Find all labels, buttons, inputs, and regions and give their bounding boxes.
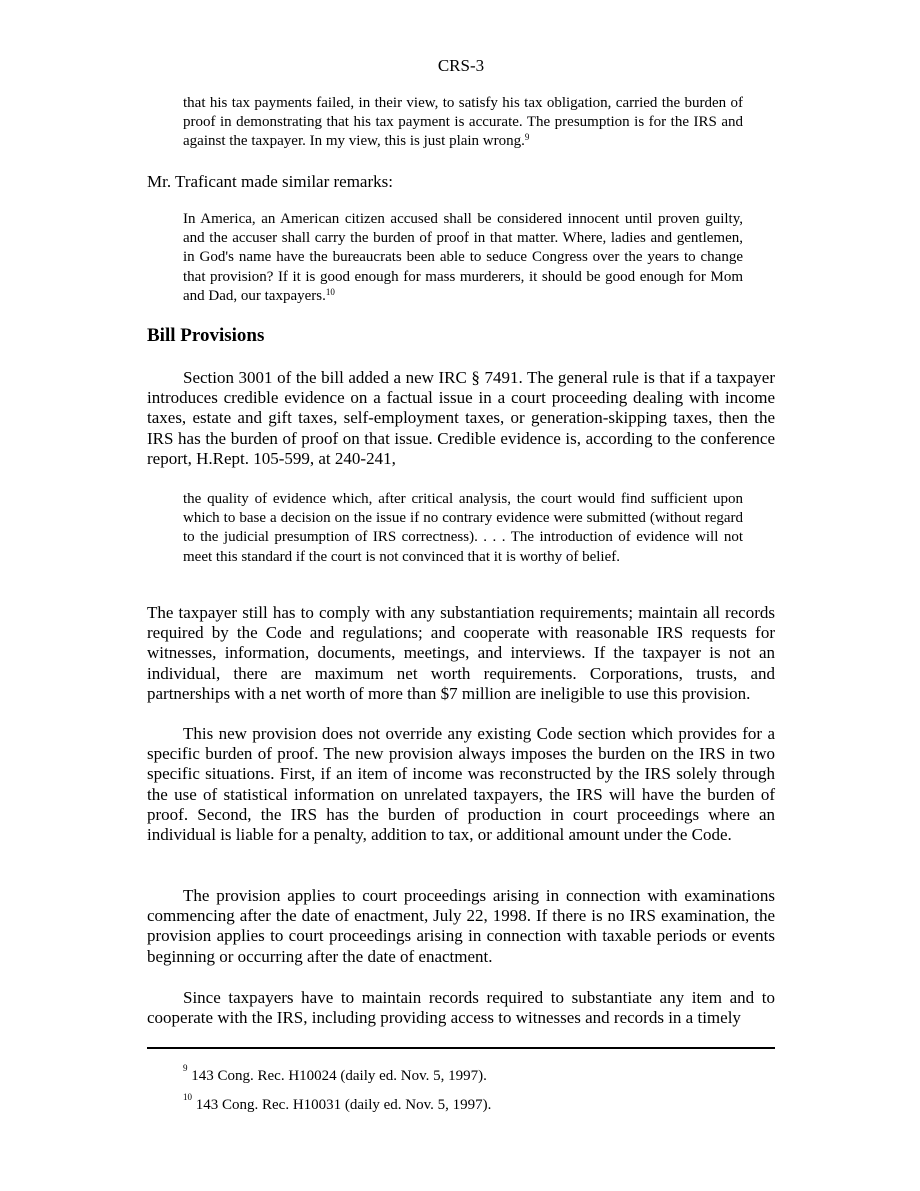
footnote-9-text: 143 Cong. Rec. H10024 (daily ed. Nov. 5, 1997).	[191, 1068, 487, 1084]
block-quote-1	[183, 94, 743, 152]
page-number-header: CRS-3	[437, 56, 485, 75]
footnote-9-number: 9	[183, 1063, 188, 1073]
footnote-9	[183, 1063, 487, 1085]
footnote-separator	[147, 1047, 775, 1049]
block-quote-2-text: In America, an American citizen accused shall be considered innocent until proven guilty, and the accuser shall carry the burden of proof in that matter. Where, ladies and gentlemen, in God's name have the bureaucrats been able to seduce Congress over the years to change that provision? If it is good enough for mass murderers, it should be good enough for Mom and Dad, our taxpayers.	[183, 211, 743, 304]
footnote-ref-9: 9	[524, 132, 530, 143]
paragraph-4: The provision applies to court proceedings arising in connection with examinations commencing after the date of enactment, July 22, 1998. If there is no IRS examination, the provision applies to court proceedings arising in connection with taxable periods or events beginning or occurring after the date of enactment.	[147, 886, 775, 966]
section-heading: Bill Provisions	[147, 325, 265, 346]
paragraph-5: Since taxpayers have to maintain records required to substantiate any item and to cooperate with the IRS, including providing access to witnesses and records in a timely	[147, 988, 775, 1028]
footnote-10-number: 10	[183, 1092, 192, 1102]
footnote-ref-10: 10	[325, 286, 335, 297]
footnote-10	[183, 1092, 492, 1114]
block-quote-3: the quality of evidence which, after critical analysis, the court would find sufficient upon which to base a decision on the issue if no contrary evidence were submitted (without regard to the judicial presumption of IRS correctness). . . . The introduction of evidence will not meet this standard if the court is not convinced that it is worthy of belief.	[183, 491, 743, 565]
footnote-10-text: 143 Cong. Rec. H10031 (daily ed. Nov. 5, 1997).	[195, 1097, 492, 1113]
intro-line: Mr. Traficant made similar remarks:	[147, 172, 393, 191]
block-quote-1-text: that his tax payments failed, in their view, to satisfy his tax obligation, carried the burden of proof in demonstrating that his tax payment is accurate. The presumption is for the IRS and against the taxpayer. In my view, this is just plain wrong.	[183, 95, 743, 150]
block-quote-2	[183, 210, 743, 306]
paragraph-3: This new provision does not override any existing Code section which provides for a specific burden of proof. The new provision always imposes the burden on the IRS in two specific situations. First, if an item of income was reconstructed by the IRS solely through the use of statistical information on unrelated taxpayers, the IRS will have the burden of proof. Second, the IRS has the burden of production in court proceedings where an individual is liable for a penalty, addition to tax, or additional amount under the Code.	[147, 724, 775, 845]
paragraph-2: The taxpayer still has to comply with any substantiation requirements; maintain all records required by the Code and regulations; and cooperate with reasonable IRS requests for witnesses, information, documents, meetings, and interviews. If the taxpayer is not an individual, there are maximum net worth requirements. Corporations, trusts, and partnerships with a net worth of more than $7 million are ineligible to use this provision.	[147, 603, 775, 703]
paragraph-1: Section 3001 of the bill added a new IRC § 7491. The general rule is that if a taxpayer introduces credible evidence on a factual issue in a court proceeding dealing with income taxes, estate and gift taxes, self-employment taxes, or generation-skipping taxes, then the IRS has the burden of proof on that issue. Credible evidence is, according to the conference report, H.Rept. 105-599, at 240-241,	[147, 368, 775, 468]
